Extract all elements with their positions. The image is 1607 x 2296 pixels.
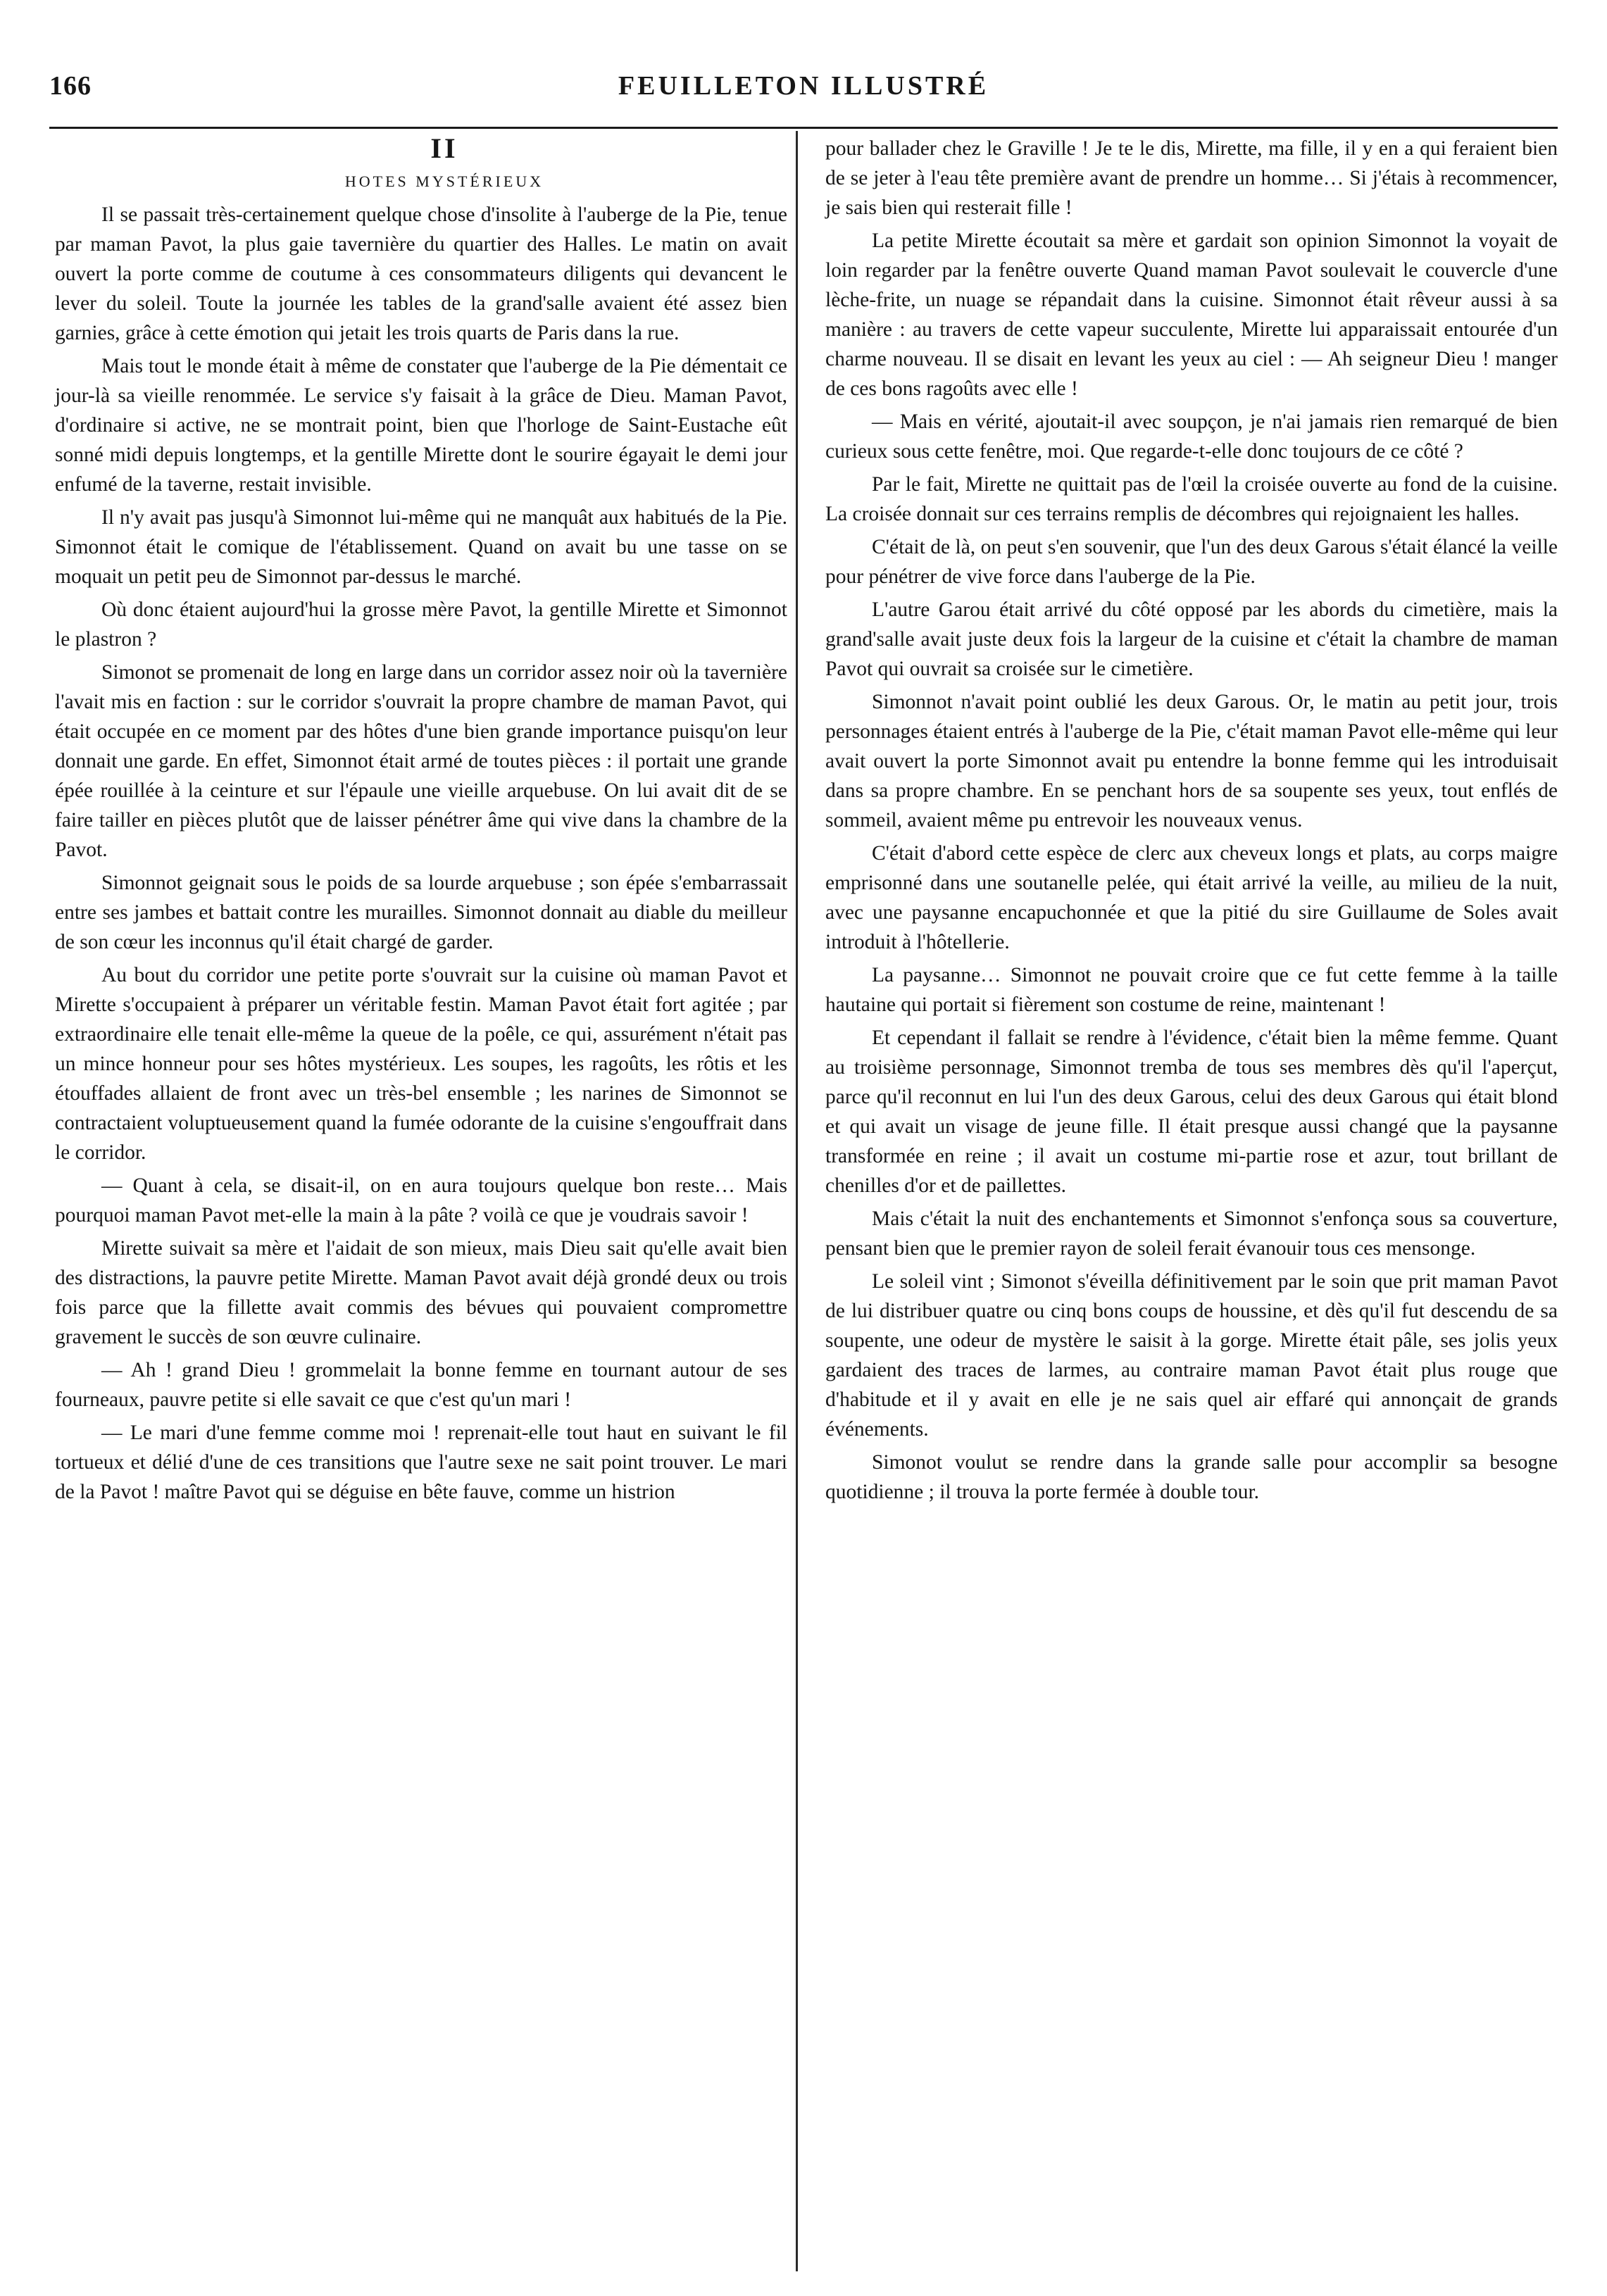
paragraph: Il se passait très-certainement quelque chose d'insolite à l'auberge de la Pie, tenue par maman Pavot, la plus gaie tavernière du quartier des Halles. Le matin on avait ouvert la porte comme de coutume à ces consommateurs diligents qui devancent le lever du soleil. Toute la journée les tables de la grand'salle avaient été assez bien garnies, grâce à cette émotion qui jetait les trois quarts de Paris dans la rue. [55, 203, 787, 344]
right-column [825, 134, 1558, 1510]
paragraph: La paysanne… Simonnot ne pouvait croire que ce fut cette femme à la taille hautaine qui portait si fièrement son costume de reine, maintenant ! [825, 964, 1558, 1016]
paragraph: Simonot se promenait de long en large dans un corridor assez noir où la tavernière l'avait mis en faction : sur le corridor s'ouvrait la propre chambre de maman Pavot, qui était occupée en ce moment par des hôtes d'une bien grande importance puisqu'on leur donnait une garde. En effet, Simonnot était armé de toutes pièces : il portait une grande épée rouillée à la ceinture et sur l'épaule une vieille arquebuse. On lui avait dit de se faire tailler en pièces plutôt que de laisser pénétrer âme qui vive dans la chambre de la Pavot. [55, 661, 787, 861]
paragraph: Simonot voulut se rendre dans la grande salle pour accomplir sa besogne quotidienne ; il trouva la porte fermée à double tour. [825, 1451, 1558, 1503]
paragraph: La petite Mirette écoutait sa mère et gardait son opinion Simonnot la voyait de loin regarder par la fenêtre ouverte Quand maman Pavot soulevait le couvercle d'une lèche-frite, un nuage se répandait dans la cuisine. Simonnot était rêveur aussi à sa manière : au travers de cette vapeur succulente, Mirette lui apparaissait entourée d'un charme nouveau. Il se disait en levant les yeux au ciel : — Ah seigneur Dieu ! manger de ces bons ragoûts avec elle ! [825, 230, 1558, 400]
paragraph: — Le mari d'une femme comme moi ! reprenait-elle tout haut en suivant le fil tortueux et délié d'une de ces transitions que l'autre sexe ne sait point trouver. Le mari de la Pavot ! maître Pavot qui se déguise en bête fauve, comme un histrion [55, 1422, 787, 1503]
paragraph: L'autre Garou était arrivé du côté opposé par les abords du cimetière, mais la grand'salle avait juste deux fois la largeur de la cuisine et c'était la chambre de maman Pavot qui ouvrait sa croisée sur le cimetière. [825, 598, 1558, 680]
column-divider [796, 131, 798, 2271]
paragraph: Au bout du corridor une petite porte s'ouvrait sur la cuisine où maman Pavot et Mirette s'occupaient à préparer un véritable festin. Maman Pavot était fort agitée ; par extraordinaire elle tenait elle-même la queue de la poêle, ce qui, assurément n'était pas un mince honneur pour ses hôtes mystérieux. Les soupes, les ragoûts, les rôtis et les étouffades allaient de front avec un très-bel ensemble ; les narines de Simonnot se contractaient voluptueusement quand la fumée odorante de la cuisine s'engouffrait dans le corridor. [55, 964, 787, 1164]
paragraph: C'était de là, on peut s'en souvenir, que l'un des deux Garous s'était élancé la veille pour pénétrer de vive force dans l'auberge de la Pie. [825, 536, 1558, 588]
header-rule [49, 127, 1558, 129]
paragraph: — Ah ! grand Dieu ! grommelait la bonne femme en tournant autour de ses fourneaux, pauvre petite si elle savait ce que c'est qu'un mari ! [55, 1359, 787, 1411]
paragraph: Par le fait, Mirette ne quittait pas de l'œil la croisée ouverte au fond de la cuisine. La croisée donnait sur ces terrains remplis de décombres qui rejoignaient les halles. [825, 473, 1558, 525]
paragraph: C'était d'abord cette espèce de clerc aux cheveux longs et plats, au corps maigre emprisonné dans une soutanelle pelée, qui était arrivé la veille, au milieu de la nuit, avec une paysanne encapuchonnée et que la pitié du sire Guillaume de Soles avait introduit à l'hôtellerie. [825, 842, 1558, 953]
left-column [55, 134, 787, 1510]
running-title: FEUILLETON ILLUSTRÉ [618, 71, 989, 101]
paragraph: Simonnot n'avait point oublié les deux Garous. Or, le matin au petit jour, trois personnages étaient entrés à l'auberge de la Pie, c'était maman Pavot elle-même qui leur avait ouvert la porte Simonnot avait pu entendre la bonne femme qui les introduisait dans sa propre chambre. En se penchant hors de sa soupente ses yeux, tout enflés de sommeil, avaient même pu entrevoir les nouveaux venus. [825, 691, 1558, 832]
paragraph-continued: pour ballader chez le Graville ! Je te le dis, Mirette, ma fille, il y en a qui feraient bien de se jeter à l'eau tête première avant de prendre un homme… Si j'étais à recommencer, je sais bien qui resterait fille ! [825, 137, 1558, 219]
chapter-title: HOTES MYSTÉRIEUX [344, 172, 544, 190]
paragraph: Et cependant il fallait se rendre à l'évidence, c'était bien la même femme. Quant au troisième personnage, Simonnot tremba de tous ses membres dès qu'il l'aperçut, parce qu'il reconnut en lui l'un des deux Garous, celui des deux Garous qui était blond et qui avait un visage de jeune fille. Il était presque aussi changé que la paysanne transformée en reine ; il avait un costume mi-partie rose et azur, tout brillant de chenilles d'or et de paillettes. [825, 1027, 1558, 1197]
page-number: 166 [49, 71, 92, 101]
paragraph: — Mais en vérité, ajoutait-il avec soupçon, je n'ai jamais rien remarqué de bien curieux sous cette fenêtre, moi. Que regarde-t-elle donc toujours de ce côté ? [825, 410, 1558, 463]
paragraph: Mais c'était la nuit des enchantements et Simonnot s'enfonça sous sa couverture, pensant bien que le premier rayon de soleil ferait évanouir tous ces mensonge. [825, 1207, 1558, 1260]
chapter-number: II [430, 132, 458, 164]
paragraph: Simonnot geignait sous le poids de sa lourde arquebuse ; son épée s'embarrassait entre ses jambes et battait contre les murailles. Simonnot donnait au diable du meilleur de son cœur les inconnus qu'il était chargé de garder. [55, 872, 787, 953]
paragraph: Mais tout le monde était à même de constater que l'auberge de la Pie démentait ce jour-là sa vieille renommée. Le service s'y faisait à la grâce de Dieu. Maman Pavot, d'ordinaire si active, ne se montrait point, bien que l'horloge de Saint-Eustache eût sonné midi depuis longtemps, et la gentille Mirette dont le sourire égayait le demi jour enfumé de la taverne, restait invisible. [55, 355, 787, 496]
paragraph: Le soleil vint ; Simonot s'éveilla définitivement par le soin que prit maman Pavot de lui distribuer quatre ou cinq bons coups de houssine, et dès qu'il fut descendu de sa soupente, une odeur de mystère le saisit à la gorge. Mirette était pâle, ses jolis yeux gardaient des traces de larmes, au contraire maman Pavot était plus rouge que d'habitude et il y avait en elle je ne sais quel air effaré qui annonçait de grands événements. [825, 1270, 1558, 1441]
paragraph: Mirette suivait sa mère et l'aidait de son mieux, mais Dieu sait qu'elle avait bien des distractions, la pauvre petite Mirette. Maman Pavot avait déjà grondé deux ou trois fois parce que la fillette avait commis des bévues qui pouvaient compromettre gravement le succès de son œuvre culinaire. [55, 1237, 787, 1348]
page-header [49, 70, 1558, 113]
paragraph: Où donc étaient aujourd'hui la grosse mère Pavot, la gentille Mirette et Simonnot le plastron ? [55, 598, 787, 651]
paragraph: Il n'y avait pas jusqu'à Simonnot lui-même qui ne manquât aux habitués de la Pie. Simonnot était le comique de l'établissement. Quand on avait bu une tasse on se moquait un petit peu de Simonnot par-dessus le marché. [55, 506, 787, 588]
paragraph: — Quant à cela, se disait-il, on en aura toujours quelque bon reste… Mais pourquoi maman Pavot met-elle la main à la pâte ? voilà ce que je voudrais savoir ! [55, 1174, 787, 1227]
